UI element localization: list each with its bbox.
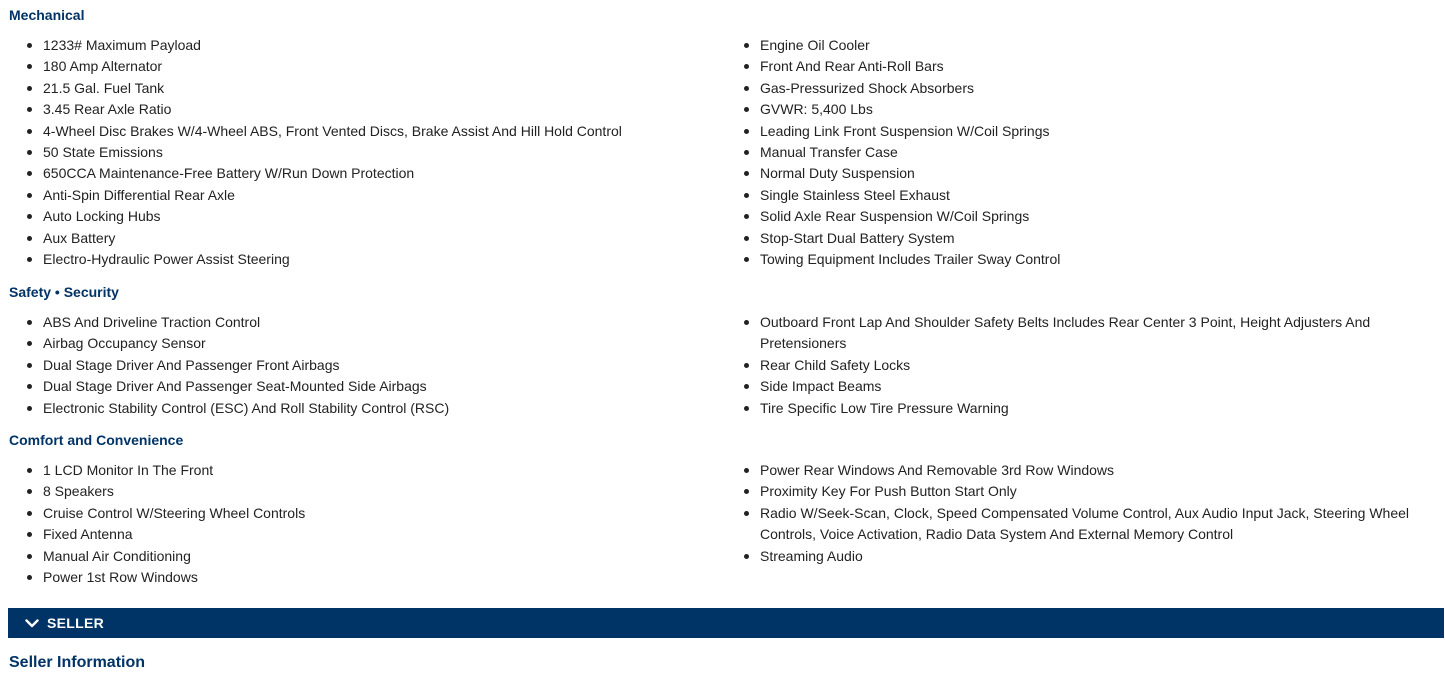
- comfort-list-left: [27, 460, 717, 588]
- feature-list-item: 8 Speakers: [27, 481, 717, 502]
- feature-list-item: Power 1st Row Windows: [27, 567, 717, 588]
- comfort-list-right: [744, 460, 1414, 567]
- feature-list-item: Electronic Stability Control (ESC) And Roll Stability Control (RSC): [27, 398, 717, 419]
- feature-list-item: Single Stainless Steel Exhaust: [744, 185, 1414, 206]
- mechanical-list-left: [27, 35, 717, 270]
- feature-list-item: Outboard Front Lap And Shoulder Safety Belts Includes Rear Center 3 Point, Height Adjusters And Pretensioners: [744, 312, 1414, 355]
- feature-list-item: Tire Specific Low Tire Pressure Warning: [744, 398, 1414, 419]
- feature-list-item: Anti-Spin Differential Rear Axle: [27, 185, 717, 206]
- feature-list-item: 50 State Emissions: [27, 142, 717, 163]
- feature-list-item: Normal Duty Suspension: [744, 163, 1414, 184]
- feature-list-item: Proximity Key For Push Button Start Only: [744, 481, 1414, 502]
- mechanical-list-right: [744, 35, 1414, 270]
- chevron-down-icon: [23, 616, 41, 630]
- safety-list-left: [27, 312, 717, 419]
- feature-list-item: Stop-Start Dual Battery System: [744, 228, 1414, 249]
- feature-list-item: Gas-Pressurized Shock Absorbers: [744, 78, 1414, 99]
- seller-accordion-toggle[interactable]: [8, 608, 1444, 638]
- feature-list-item: Leading Link Front Suspension W/Coil Springs: [744, 121, 1414, 142]
- feature-list-item: Electro-Hydraulic Power Assist Steering: [27, 249, 717, 270]
- section-title-comfort: Comfort and Convenience: [9, 432, 184, 448]
- feature-list-item: Auto Locking Hubs: [27, 206, 717, 227]
- feature-list-item: Radio W/Seek-Scan, Clock, Speed Compensated Volume Control, Aux Audio Input Jack, Steering Wheel Controls, Voice Activation, Radio Data System And External Memory Control: [744, 503, 1414, 546]
- feature-list-item: 21.5 Gal. Fuel Tank: [27, 78, 717, 99]
- feature-list-item: Towing Equipment Includes Trailer Sway Control: [744, 249, 1414, 270]
- feature-list-item: Rear Child Safety Locks: [744, 355, 1414, 376]
- feature-list-item: 650CCA Maintenance-Free Battery W/Run Down Protection: [27, 163, 717, 184]
- feature-list-item: 4-Wheel Disc Brakes W/4-Wheel ABS, Front Vented Discs, Brake Assist And Hill Hold Control: [27, 121, 717, 142]
- safety-list-right: [744, 312, 1414, 419]
- feature-list-item: Aux Battery: [27, 228, 717, 249]
- feature-list-item: GVWR: 5,400 Lbs: [744, 99, 1414, 120]
- feature-list-item: Manual Transfer Case: [744, 142, 1414, 163]
- seller-information-heading: Seller Information: [9, 654, 146, 671]
- section-title-safety: Safety • Security: [9, 284, 119, 300]
- feature-list-item: 1 LCD Monitor In The Front: [27, 460, 717, 481]
- feature-list-item: Airbag Occupancy Sensor: [27, 333, 717, 354]
- feature-list-item: 3.45 Rear Axle Ratio: [27, 99, 717, 120]
- feature-list-item: 1233# Maximum Payload: [27, 35, 717, 56]
- feature-list-item: Solid Axle Rear Suspension W/Coil Springs: [744, 206, 1414, 227]
- seller-accordion-label: SELLER: [47, 615, 105, 631]
- feature-list-item: Fixed Antenna: [27, 524, 717, 545]
- feature-list-item: Manual Air Conditioning: [27, 546, 717, 567]
- feature-list-item: Cruise Control W/Steering Wheel Controls: [27, 503, 717, 524]
- feature-list-item: 180 Amp Alternator: [27, 56, 717, 77]
- section-title-mechanical: Mechanical: [9, 7, 85, 23]
- feature-list-item: Front And Rear Anti-Roll Bars: [744, 56, 1414, 77]
- feature-list-item: Dual Stage Driver And Passenger Front Airbags: [27, 355, 717, 376]
- feature-list-item: Side Impact Beams: [744, 376, 1414, 397]
- feature-list-item: Power Rear Windows And Removable 3rd Row Windows: [744, 460, 1414, 481]
- feature-list-item: Streaming Audio: [744, 546, 1414, 567]
- feature-list-item: ABS And Driveline Traction Control: [27, 312, 717, 333]
- feature-list-item: Dual Stage Driver And Passenger Seat-Mounted Side Airbags: [27, 376, 717, 397]
- feature-list-item: Engine Oil Cooler: [744, 35, 1414, 56]
